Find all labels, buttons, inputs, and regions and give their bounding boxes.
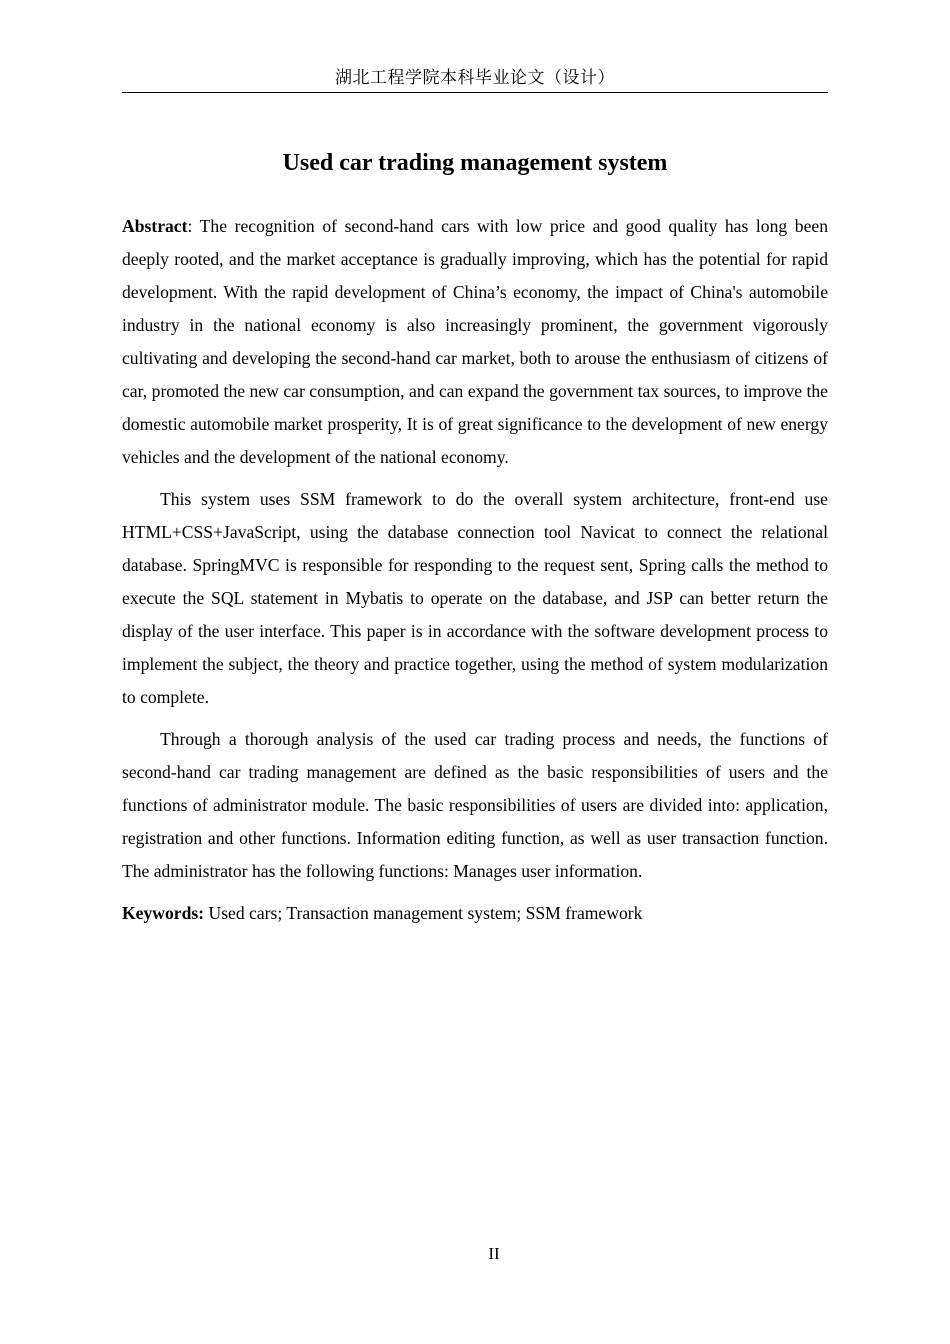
page-number: II: [488, 1244, 500, 1263]
abstract-paragraph-3: Through a thorough analysis of the used car trading process and needs, the functions of second-hand car trading management are defined as the basic responsibilities of users and the functions of administrator module. The basic responsibilities of users are divided into: application, registration and other functions. Information editing function, as well as user transaction function. The administrator has the following functions: Manages user information.: [122, 729, 828, 881]
abstract-section: [122, 210, 828, 939]
paper-title: Used car trading management system: [282, 150, 668, 176]
running-header: 湖北工程学院本科毕业论文（设计）: [335, 68, 615, 88]
abstract-paragraph-2: This system uses SSM framework to do the overall system architecture, front-end use HTML+CSS+JavaScript, using the database connection tool Navicat to connect the relational database. SpringMVC is responsible for responding to the request sent, Spring calls the method to execute the SQL statement in Mybatis to operate on the database, and JSP can better return the display of the user interface. This paper is in accordance with the software development process to implement the subject, the theory and practice together, using the method of system modularization to complete.: [122, 489, 828, 707]
abstract-label: Abstract: [122, 216, 188, 236]
header-rule: [122, 92, 828, 93]
abstract-paragraph-1: [122, 210, 828, 474]
keywords-label: Keywords:: [122, 903, 205, 923]
abstract-paragraph-1-text: The recognition of second-hand cars with low price and good quality has long been deeply rooted, and the market acceptance is gradually improving, which has the potential for rapid development. With the rapid development of China’s economy, the impact of China's automobile industry in the national economy is also increasingly prominent, the government vigorously cultivating and developing the second-hand car market, both to arouse the enthusiasm of citizens of car, promoted the new car consumption, and can expand the government tax sources, to improve the domestic automobile market prosperity, It is of great significance to the development of new energy vehicles and the development of the national economy.: [122, 216, 829, 467]
keywords-line: [122, 897, 828, 930]
keywords-text: Used cars; Transaction management system; SSM framework: [204, 903, 643, 923]
abstract-separator: :: [187, 216, 200, 236]
